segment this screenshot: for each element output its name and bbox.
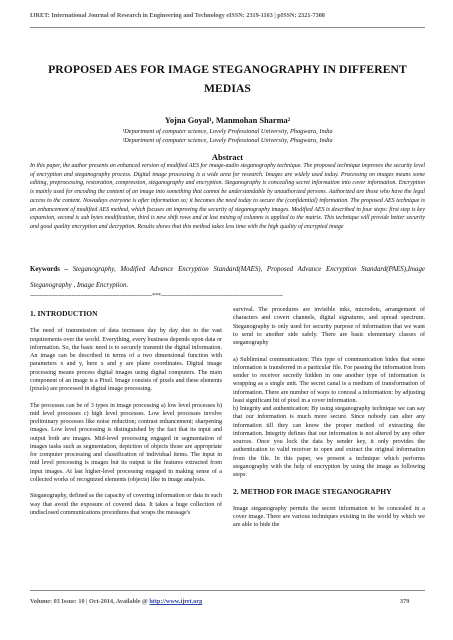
keywords-label: Keywords – — [30, 266, 68, 273]
footer-prefix: Volume: 03 Issue: 10 | Oct-2014, Available @ — [30, 598, 150, 605]
right-paragraph-2: a) Subliminal communication: This type of communication hides that some information is transferred in a particular file. For passing the information from sender to receiver secretly hidden in one another type of information is wrapping as a single unit. The secret canal is a medium of transformation of information. There are number of ways to conceal a information: by adjusting least significant bit of pixel in a cover information. — [233, 356, 425, 404]
right-paragraph-1: survival. The procedures are invisible inks, microdots, arrangement of characters and covert channels, digital signatures, and spread spectrum. Steganography is only used for security purpose of information that we want to send to another side safely. There are basic elementary classes of steganography — [233, 307, 425, 346]
intro-paragraph-2: The processes can be of 3 types in image processing a) low level processes b) mid level processes c) high level processes. Low level processes involve preliminary processes like noise reduction; contrast enhancement; sharpening images. Low level processing is distinguished by the fact that its input and output both are images. Mid-level processing engaged in segmentation of images tasks such as segmentation, depiction of objects those are appropriate for computer processing and classification of individual items. The input in mid level processing is images but its output is the features extracted from input images. At last higher-level processing engaged in making sense of a collected works of recognized elements (objects) like in image analysis. — [30, 402, 222, 483]
intro-paragraph-1: The need of transmission of data increases day by day due to the vast requirements over the world. Everything, every business depends upon data or information. So, the basic need is to securely transmit the digital information. An image can be described in terms of a two dimensional function with parameters x and y, here x and y are plane coordinates. Digital image processing means process digital images using digital computers. The main component of an image is a Pixel. Image consists of pixels and these elements (pixels) are processed in digital image processing. — [30, 328, 222, 392]
footer-volume — [30, 598, 202, 605]
section-heading-method: 2. METHOD FOR IMAGE STEGANOGRAPHY — [233, 486, 392, 496]
journal-link[interactable]: http://www.ijret.org — [149, 598, 203, 605]
abstract-heading: Abstract — [211, 153, 244, 162]
right-paragraph-3: b) Integrity and authentication: By using steganography technique we can say that our information is much more secure. Since nobody can alter any information till they can know the proper method of extracting the information. Integrity defines that our information is not altered by any other sources. Once you lock the data by sender key, it only provides the authentication to valid receiver to open and extract the original information from the file. In this paper, we present a technique which performs steganography with the help of encryption by using the image as following steps: — [233, 406, 425, 478]
header-divider — [30, 27, 425, 28]
paper-title — [30, 60, 425, 98]
footer-divider — [30, 590, 425, 591]
section-heading-introduction: 1. INTRODUCTION — [30, 309, 98, 318]
title-line-2: MEDIAS — [204, 82, 251, 95]
abstract-text: In this paper, the author presents an enhanced version of modified AES for image-audio steganography technique. The proposed technique improves the security level of encryption and steganography process. Digital image processing is a wide area for research. Images are widely used today. Processing on images means some editing, preprocessing, restoration, compression, steganography and encryption. Steganography is concealing secret information into cover information. Encryption is mainly used for encoding the content of an image into something that cannot be understandable by unauthorized persons. Authorized are those who have the legal access to the content. Nowadays everyone is after information so; it becomes the need today to secure the (confidential) information. The proposed AES technique is an enhancement of modified AES method, which focuses on improving the security of steganography images. Modified AES is described in four steps: first step is key expansion, second is sub bytes modification, third is new shift rows and at last mixing of columns is applied to the matrix. This technique will provide better security and good quality encryption and decryption. Results shows that this method takes less time with the high quality of encrypted image — [30, 163, 425, 230]
keywords — [30, 262, 425, 293]
section-separator: --------------------------------------------------------------------***-------------------------------------------------------------------- — [30, 293, 283, 299]
title-line-1: PROPOSED AES FOR IMAGE STEGANOGRAPHY IN DIFFERENT — [48, 63, 407, 76]
page-number: 379 — [400, 598, 410, 605]
method-paragraph-1: Image steganography permits the secret information to be concealed in a cover image. There are various techniques existing in the world by which we are able to hide the — [233, 505, 425, 529]
keywords-text: Steganography, Modified Advance Encryption Standard(MAES), Proposed Advance Encryption Standard(PAES),Image Steganography , Image Encryption. — [30, 266, 425, 289]
intro-paragraph-3: Steganography, defined as the capacity of covering information or data in such way that avoid the exposure of covered data. It takes a huge collection of undisclosed communications procedures that wraps the message's — [30, 493, 222, 516]
affiliation-1: ¹Department of computer science, Lovely Professional University, Phagwara, India — [122, 128, 333, 135]
journal-header: IJRET: International Journal of Research in Engineering and Technology eISSN: 2319-1163 | pISSN: 2321-7308 — [30, 12, 325, 19]
affiliation-2: ²Department of computer science, Lovely Professional University, Phagwara, India — [122, 137, 333, 144]
right-column — [233, 306, 425, 538]
left-column — [30, 306, 222, 525]
author-list: Yojna Goyal¹, Manmohan Sharma² — [164, 116, 291, 125]
